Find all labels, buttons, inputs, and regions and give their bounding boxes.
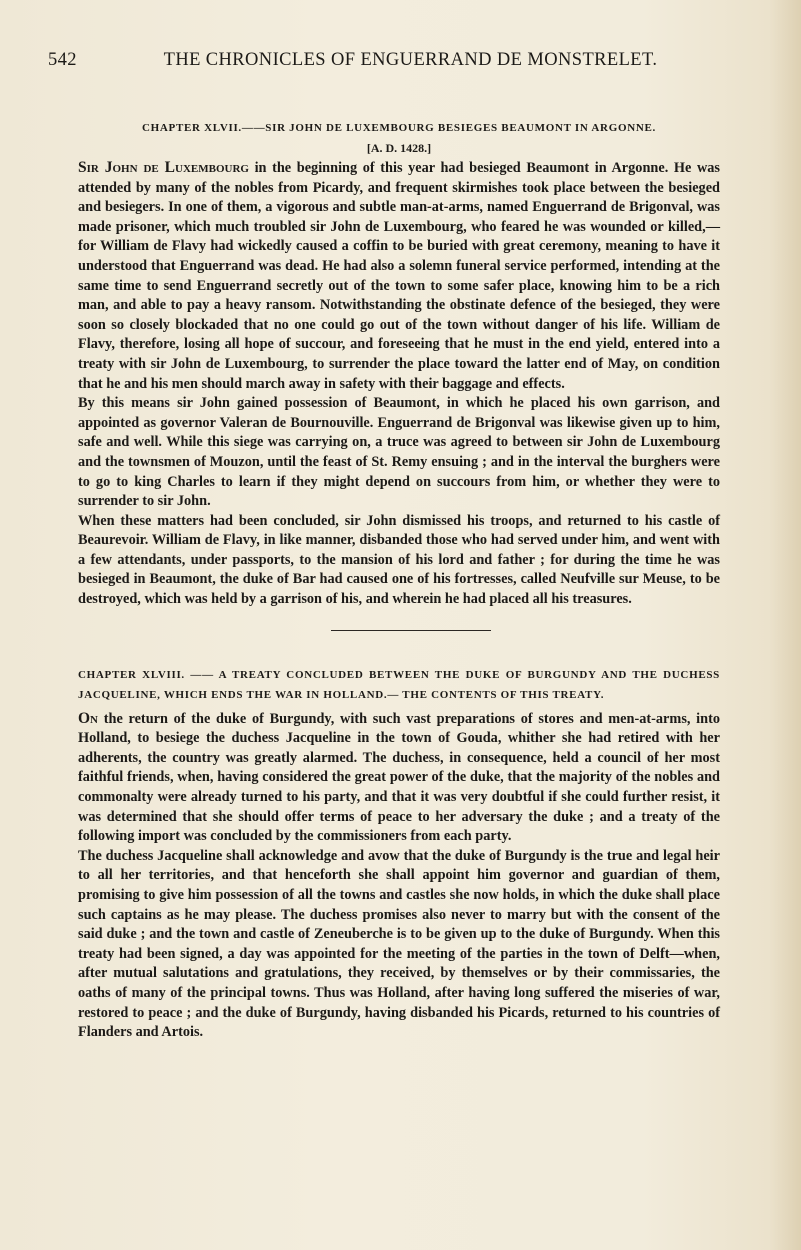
chapter-48-paragraph-1-text: the return of the duke of Burgundy, with such vast preparations of stores and men-at-arms, into Holland, to besiege the duchess Jacqueline in the town of Gouda, whither she had retired with her adherents, the country was greatly alarmed. The duchess, in consequence, held a council of her most faithful friends, when, having considered the great power of the duke, that the majority of the nobles and commonalty were already turned to his party, and that it was very doubtful if she could further resist, it was determined that she should offer terms of peace to her adversary the duke ; and a treaty of the following import was concluded by the commissioners from each party. — [78, 710, 720, 845]
chapter-47-paragraph-1-text: in the beginning of this year had besieged Beaumont in Argonne. He was attended by many of the nobles from Picardy, and frequent skirmishes took place between the besieged and besiegers. In one of them, a vigorous and subtle man-at-arms, named Enguerrand de Brigonval, was made prisoner, which much troubled sir John de Luxembourg, who feared he was wounded or killed,—for William de Flavy had wickedly caused a coffin to be buried with great ceremony, meaning to have it understood that Enguerrand was dead. He had also a solemn funeral service performed, intending at the same time to send Enguerrand secretly out of the town to some safer place, knowing him to be a rich man, and able to pay a heavy ransom. Notwithstanding the obstinate defence of the besieged, they were soon so closely blockaded that no one could go out of the town without danger of his life. William de Flavy, therefore, losing all hope of succour, and foreseeing that he must in the end yield, entered into a treaty with sir John de Luxembourg, to surrender the place toward the latter end of May, on condition that he and his men should march away in safety with their baggage and effects. — [78, 160, 720, 392]
page-number: 542 — [48, 50, 77, 70]
chapter-divider — [331, 630, 491, 631]
chapter-47-date: [A. D. 1428.] — [366, 141, 432, 155]
chapter-48 — [78, 665, 720, 1043]
chapter-48-paragraph-2: The duchess Jacqueline shall acknowledge and avow that the duke of Burgundy is the true and legal heir to all her territories, and that henceforth she shall appoint him governor and guardian of them, promising to give him possession of all the towns and castles she now holds, in which the duke shall place such captains as he may please. The duchess promises also never to marry but with the consent of the said duke ; and the town and castle of Zeneuberche is to be given up to the duke of Burgundy. When this treaty had been signed, a day was appointed for the meeting of the parties in the town of Delft—when, after mutual salutations and gratulations, they received, by themselves or by their commissaries, the oaths of many of the principal towns. Thus was Holland, after having long suffered the miseries of war, restored to peace ; and the duke of Burgundy, having disbanded his Picards, returned to his countries of Flanders and Artois. — [78, 847, 720, 1041]
chapter-48-heading: CHAPTER XLVIII. —— A TREATY CONCLUDED BETWEEN THE DUKE OF BURGUNDY AND THE DUCHESS JACQUELINE, WHICH ENDS THE WAR IN HOLLAND.— THE CONTENTS OF THIS TREATY. — [78, 668, 720, 701]
running-head — [48, 50, 753, 80]
page-body — [78, 118, 720, 1043]
chapter-47-paragraph-3: When these matters had been concluded, sir John dismissed his troops, and returned to his castle of Beaurevoir. William de Flavy, in like manner, disbanded those who had served under him, and went with a few attendants, under passports, to the mansion of his lord and father ; for during the time he was besieged in Beaumont, the duke of Bar had caused one of his fortresses, called Neufville sur Meuse, to be destroyed, which was held by a garrison of his, and wherein he had placed all his treasures. — [78, 512, 720, 608]
chapter-47-paragraph-2: By this means sir John gained possession of Beaumont, in which he placed his own garrison, and appointed as governor Valeran de Bournouville. Enguerrand de Brigonval was likewise given up to him, safe and well. While this siege was carrying on, a truce was agreed to between sir John de Luxembourg and the townsmen of Mouzon, until the feast of St. Remy ensuing ; and in the interval the burghers were to go to king Charles to learn if they might depend on succours from him, or whether they were to surrender to sir John. — [78, 395, 720, 510]
chapter-47-paragraph-1 — [78, 158, 720, 394]
chapter-48-paragraph-1 — [78, 709, 720, 847]
chapter-47-heading: CHAPTER XLVII.——SIR JOHN DE LUXEMBOURG BESIEGES BEAUMONT IN ARGONNE. — [142, 122, 656, 134]
chapter-47 — [78, 118, 720, 610]
chapter-48-lead-word: On — [78, 709, 99, 727]
chapter-47-lead-words: Sir John de Luxembourg — [78, 159, 249, 176]
book-title: THE CHRONICLES OF ENGUERRAND DE MONSTRELET. — [163, 50, 658, 70]
